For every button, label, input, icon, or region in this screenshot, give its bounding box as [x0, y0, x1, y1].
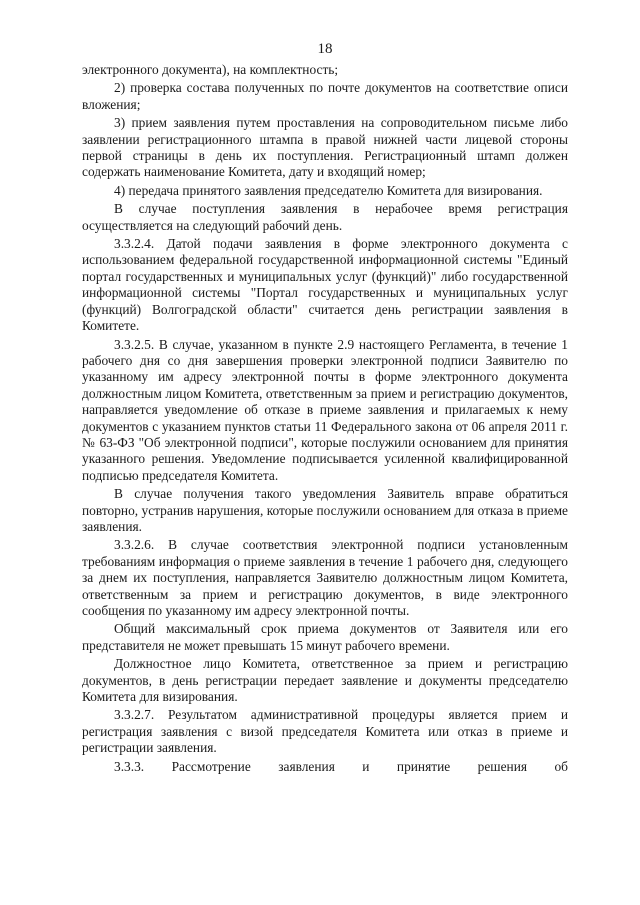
paragraph-official-transfer: Должностное лицо Комитета, ответственное за прием и регистрацию документов, в день регистрации передает заявление и документы председателю Комитета для визирования.	[82, 656, 568, 705]
paragraph-3-3-3: 3.3.3. Рассмотрение заявления и принятие решения об	[114, 758, 568, 774]
paragraph-repeat-appeal: В случае получения такого уведомления Заявитель вправе обратиться повторно, устранив нарушения, которые послужили основанием для отказа в приеме заявления.	[82, 486, 568, 534]
page-number: 18	[317, 41, 333, 57]
paragraph-3-3-2-7: 3.3.2.7. Результатом административной процедуры является прием и регистрация заявления с визой председателя Комитета или отказ в приеме и регистрации заявления.	[82, 707, 568, 756]
document-body	[82, 62, 568, 777]
paragraph-list-item-2: 2) проверка состава полученных по почте документов на соответствие описи вложения;	[82, 80, 568, 112]
paragraph-continuation: электронного документа), на комплектность;	[82, 62, 339, 77]
paragraph-nonworking-time: В случае поступления заявления в нерабочее время регистрация осуществляется на следующий рабочий день.	[82, 201, 568, 233]
paragraph-list-item-3: 3) прием заявления путем проставления на сопроводительном письме либо заявлении регистрационного штампа в правой нижней части лицевой стороны первой страницы в день их поступления. Регистрационный штамп должен содержать наименование Комитета, дату и входящий номер;	[82, 115, 568, 180]
paragraph-3-3-2-6: 3.3.2.6. В случае соответствия электронной подписи установленным требованиям информация о приеме заявления в течение 1 рабочего дня, следующего за днем их поступления, направляется Заявителю должностным лицом Комитета, ответственным за прием и регистрацию документов, в виде электронного сообщения по указанному им адресу электронной почты.	[82, 537, 568, 618]
paragraph-3-3-2-4: 3.3.2.4. Датой подачи заявления в форме электронного документа с использованием федеральной государственной информационной системы "Единый портал государственных и муниципальных услуг (функций)" либо государственной информационной системы "Портал государственных и муниципальных услуг (функций) Волгоградской области" считается день регистрации заявления в Комитете.	[82, 236, 568, 334]
paragraph-max-term: Общий максимальный срок приема документов от Заявителя или его представителя не может превышать 15 минут рабочего времени.	[82, 621, 568, 653]
paragraph-list-item-4: 4) передача принятого заявления председателю Комитета для визирования.	[114, 182, 543, 198]
paragraph-3-3-2-5: 3.3.2.5. В случае, указанном в пункте 2.9 настоящего Регламента, в течение 1 рабочего дня со дня завершения проверки электронной подписи Заявителю по указанному им адресу электронной почты в форме электронного документа должностным лицом Комитета, ответственным за прием и регистрацию документов, направляется уведомление об отказе в приеме заявления и прилагаемых к нему документов с указанием пунктов статьи 11 Федерального закона от 06 апреля 2011 г. № 63-ФЗ "Об электронной подписи", которые послужили основанием для принятия указанного решения. Уведомление подписывается усиленной квалифицированной подписью председателя Комитета.	[82, 336, 568, 483]
